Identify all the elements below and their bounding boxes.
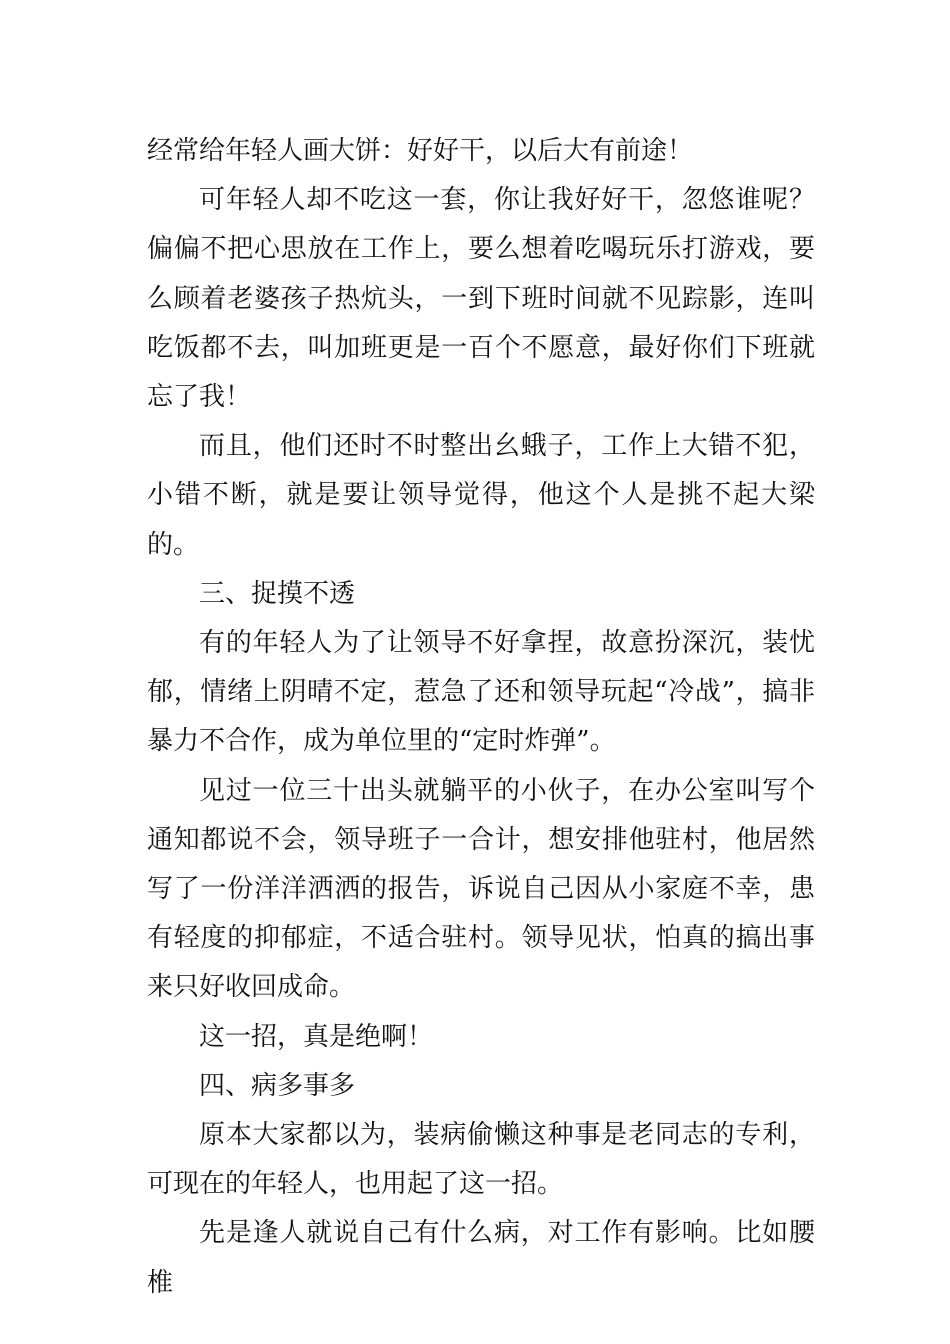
paragraph: 原本大家都以为，装病偷懒这种事是老同志的专利，可现在的年轻人，也用起了这一招。 — [147, 1120, 815, 1200]
paragraph: 见过一位三十出头就躺平的小伙子，在办公室叫写个通知都说不会，领导班子一合计，想安排他驻村，他居然写了一份洋洋洒洒的报告，诉说自己因从小家庭不幸，患有轻度的抑郁症，不适合驻村。领导见状，怕真的搞出事来只好收回成命。 — [147, 775, 815, 1003]
paragraph: 有的年轻人为了让领导不好拿捏，故意扮深沉，装忧郁，情绪上阴晴不定，惹急了还和领导玩起“冷战”，搞非暴力不合作，成为单位里的“定时炸弹”。 — [147, 628, 815, 757]
paragraph: 这一招，真是绝啊！ — [199, 1021, 434, 1052]
section-heading-3: 三、捉摸不透 — [199, 578, 356, 609]
section-heading-4: 四、病多事多 — [199, 1070, 356, 1101]
paragraph: 可年轻人却不吃这一套，你让我好好干，忽悠谁呢？偏偏不把心思放在工作上，要么想着吃喝玩乐打游戏，要么顾着老婆孩子热炕头，一到下班时间就不见踪影，连叫吃饭都不去，叫加班更是一百个不愿意，最好你们下班就忘了我！ — [147, 185, 815, 413]
paragraph: 而且，他们还时不时整出幺蛾子，工作上大错不犯，小错不断，就是要让领导觉得，他这个人是挑不起大梁的。 — [147, 431, 815, 560]
paragraph-continuation: 经常给年轻人画大饼：好好干，以后大有前途！ — [147, 136, 694, 166]
document-body — [147, 127, 815, 1308]
paragraph: 先是逢人就说自己有什么病，对工作有影响。比如腰椎 — [147, 1218, 815, 1298]
